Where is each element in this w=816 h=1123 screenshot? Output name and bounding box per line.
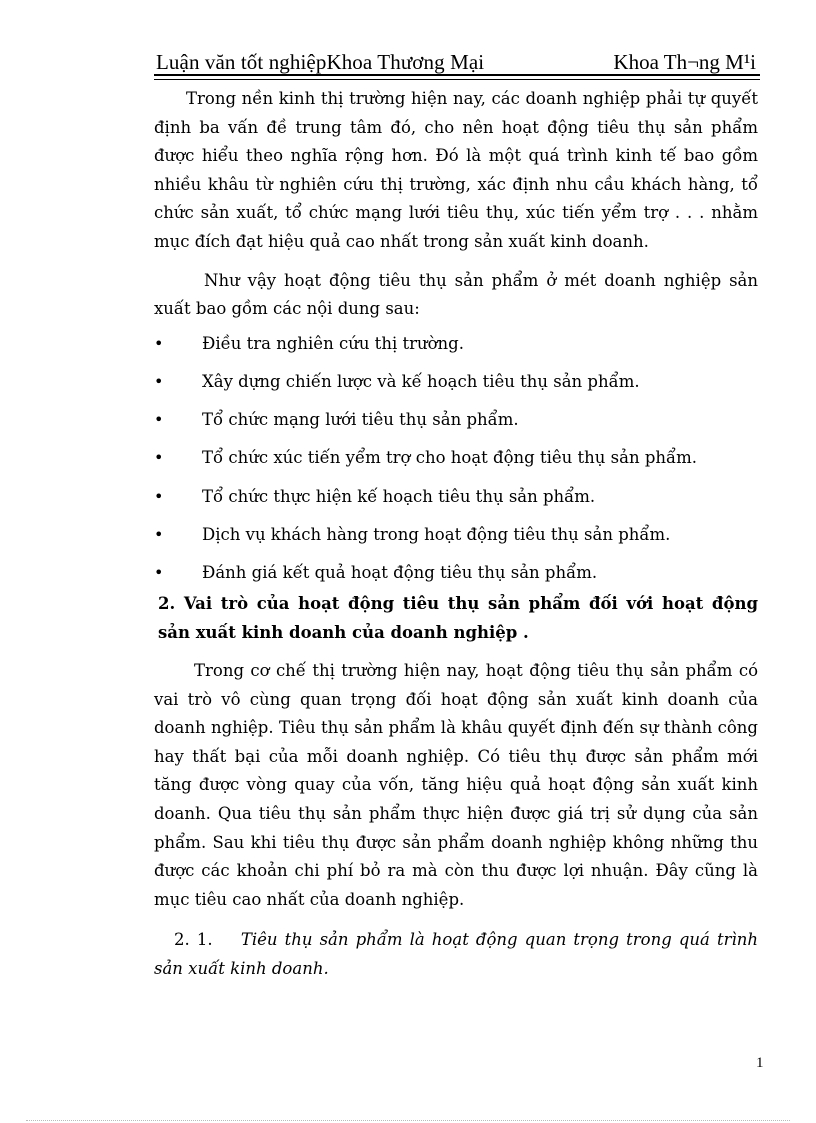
page-number: 1 <box>756 1055 764 1071</box>
list-item <box>154 406 758 444</box>
paragraph-content-list-lead: Như vậy hoạt động tiêu thụ sản phẩm ở mét doanh nghiệp sản xuất bao gồm các nội dung sau: <box>154 270 758 319</box>
paragraph-role: Trong cơ chế thị trường hiện nay, hoạt động tiêu thụ sản phẩm có vai trò vô cùng quan trọng đối hoạt động sản xuất kinh doanh của doanh nghiệp. Tiêu thụ sản phẩm là khâu quyết định đến sự thành công hay thất bại của mỗi doanh nghiệp. Có tiêu thụ được sản phẩm mới tăng được vòng quay của vốn, tăng hiệu quả hoạt động sản xuất kinh doanh. Qua tiêu thụ sản phẩm thực hiện được giá trị sử dụng của sản phẩm. Sau khi tiêu thụ được sản phẩm doanh nghiệp không những thu được các khoản chi phí bỏ ra mà còn thu được lợi nhuận. Đây cũng là mục tiêu cao nhất của doanh nghiệp. <box>154 661 758 909</box>
list-item-text: Dịch vụ khách hàng trong hoạt động tiêu thụ sản phẩm. <box>202 524 671 544</box>
page-bottom-edge <box>26 1120 790 1121</box>
list-item-text: Tổ chức mạng lưới tiêu thụ sản phẩm. <box>202 410 519 430</box>
list-item <box>154 368 758 406</box>
bullet-icon: • <box>154 410 164 430</box>
header-rule-thin <box>154 79 760 80</box>
list-item <box>154 444 758 482</box>
list-item-text: Tổ chức xúc tiến yểm trợ cho hoạt động tiêu thụ sản phẩm. <box>202 448 698 468</box>
header-rule-thick <box>154 74 760 76</box>
paragraph-intro: Trong nền kinh thị trường hiện nay, các doanh nghiệp phải tự quyết định ba vấn đề trung tâm đó, cho nên hoạt động tiêu thụ sản phẩm được hiểu theo nghĩa rộng hơn. Đó là một quá trình kinh tế bao gồm nhiều khâu từ nghiên cứu thị trường, xác định nhu cầu khách hàng, tổ chức sản xuất, tổ chức mạng lưới tiêu thụ, xúc tiến yểm trợ . . . nhằm mục đích đạt hiệu quả cao nhất trong sản xuất kinh doanh. <box>154 89 758 251</box>
page-body <box>154 85 758 984</box>
section-heading: 2. Vai trò của hoạt động tiêu thụ sản phẩm đối với hoạt động sản xuất kinh doanh của doanh nghiệp . <box>158 594 758 643</box>
header-left-title: Luận văn tốt nghiệpKhoa Thương Mại <box>156 50 485 74</box>
bullet-icon: • <box>154 486 164 506</box>
subsection-number: 2. 1. <box>174 930 213 950</box>
list-item <box>154 521 758 559</box>
subsection-title: Tiêu thụ sản phẩm là hoạt động quan trọng trong quá trình sản xuất kinh doanh. <box>154 930 758 978</box>
list-item-text: Điều tra nghiên cứu thị trường. <box>202 333 464 353</box>
list-item <box>154 483 758 521</box>
subsection-heading <box>154 926 758 983</box>
list-item-text: Xây dựng chiến lược và kế hoạch tiêu thụ sản phẩm. <box>202 371 640 391</box>
bullet-icon: • <box>154 371 164 391</box>
list-item-text: Đánh giá kết quả hoạt động tiêu thụ sản phẩm. <box>202 562 598 582</box>
bullet-icon: • <box>154 448 164 468</box>
list-item-text: Tổ chức thực hiện kế hoạch tiêu thụ sản phẩm. <box>202 486 596 506</box>
bullet-icon: • <box>154 333 164 353</box>
bullet-icon: • <box>154 524 164 544</box>
bullet-icon: • <box>154 562 164 582</box>
list-item <box>154 559 758 597</box>
content-bullet-list <box>154 330 758 597</box>
list-item <box>154 330 758 368</box>
header-right-title: Khoa Th¬ng M¹i <box>613 50 756 74</box>
